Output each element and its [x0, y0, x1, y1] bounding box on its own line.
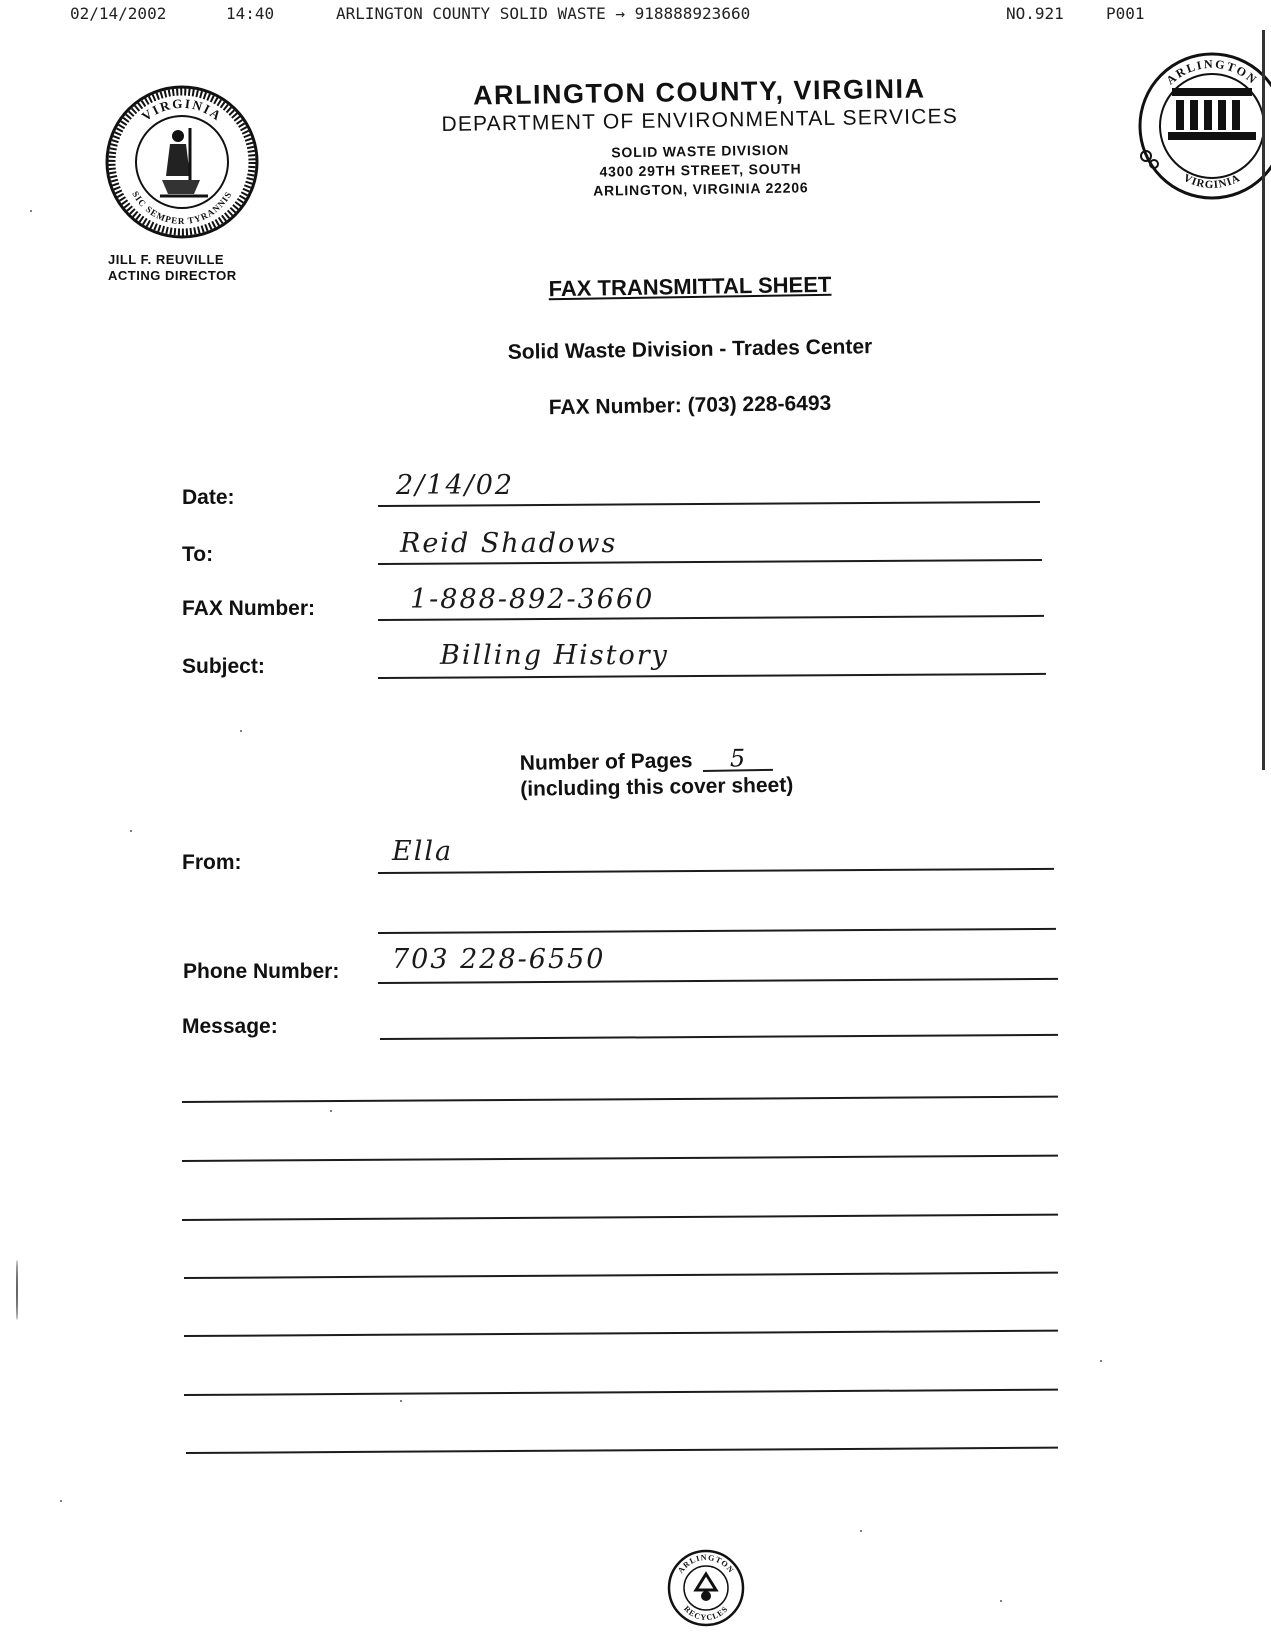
svg-text:RECYCLES — [682, 1604, 730, 1622]
pages-note: (including this cover sheet) — [520, 773, 794, 801]
from-label: From: — [182, 851, 242, 874]
scan-speck — [240, 730, 242, 732]
scan-speck — [60, 1500, 62, 1502]
subject-underline — [378, 673, 1046, 679]
letterhead — [369, 71, 1031, 204]
arlington-recycles-seal-icon — [666, 1548, 746, 1628]
message-line — [184, 1389, 1058, 1396]
message-line — [186, 1447, 1058, 1454]
fax-header-date: 02/14/2002 — [70, 4, 167, 23]
virginia-seal-icon — [104, 84, 260, 240]
pages-value: 5 — [702, 747, 772, 772]
pages-block — [520, 745, 881, 802]
seal-bottom-top-text: ARLINGTON — [676, 1552, 736, 1575]
scan-speck — [400, 1400, 402, 1402]
director-name: JILL F. REUVILLE — [108, 252, 225, 267]
pages-line — [520, 745, 880, 776]
scan-speck — [1000, 1600, 1002, 1602]
sender-fax-number: FAX Number: (703) 228-6493 — [548, 391, 832, 420]
scan-speck — [30, 210, 32, 212]
director-title: ACTING DIRECTOR — [108, 268, 237, 283]
seal-right-top-text: ARLINGTON — [1163, 56, 1261, 88]
scan-edge-artifact — [1262, 30, 1265, 770]
arlington-seal-icon — [1132, 46, 1271, 206]
fax-header-number: NO.921 — [1006, 4, 1064, 23]
subject-label: Subject: — [182, 655, 265, 678]
from-underline — [378, 868, 1054, 874]
phone-number-underline — [378, 978, 1058, 984]
svg-text:VIRGINIA — [1181, 172, 1242, 191]
street-address: 4300 29TH STREET, SOUTH — [599, 160, 802, 180]
city-address: ARLINGTON, VIRGINIA 22206 — [593, 179, 809, 199]
to-label: To: — [182, 543, 214, 566]
fax-header-page: P001 — [1106, 4, 1145, 23]
fax-number-label: FAX Number: — [182, 597, 316, 620]
scan-speck — [16, 1260, 18, 1320]
fax-number-value: 1-888-892-3660 — [410, 584, 655, 615]
division-name: SOLID WASTE DIVISION — [611, 141, 790, 161]
from-value: Ella — [392, 836, 454, 867]
message-line — [182, 1155, 1058, 1162]
director-block — [108, 252, 308, 284]
message-line — [184, 1330, 1058, 1337]
pages-label: Number of Pages — [519, 749, 693, 775]
fax-number-underline — [378, 615, 1044, 621]
seal-right-bottom-text: VIRGINIA — [1181, 171, 1243, 192]
seal-left-top-text: VIRGINIA — [138, 95, 226, 124]
fax-header-route: ARLINGTON COUNTY SOLID WASTE → 918888923660 — [336, 4, 751, 23]
seal-left-bottom-text: SIC SEMPER TYRANNIS — [130, 189, 234, 227]
sheet-subtitle: Solid Waste Division - Trades Center — [507, 335, 873, 364]
scan-speck — [130, 830, 132, 832]
subject-value: Billing History — [440, 640, 669, 671]
date-value: 2/14/02 — [396, 470, 515, 501]
county-name: ARLINGTON COUNTY, VIRGINIA — [472, 73, 926, 111]
message-label: Message: — [182, 1015, 278, 1038]
to-underline — [378, 559, 1042, 565]
scan-speck — [860, 1530, 862, 1532]
phone-number-value: 703 228-6550 — [392, 944, 606, 975]
message-line — [182, 1096, 1058, 1103]
scan-speck — [330, 1110, 332, 1112]
message-line — [184, 1272, 1058, 1279]
to-value: Reid Shadows — [400, 528, 618, 559]
department-name: DEPARTMENT OF ENVIRONMENTAL SERVICES — [441, 104, 959, 137]
fax-header-time: 14:40 — [226, 4, 275, 23]
seal-bottom-bottom-text: RECYCLES — [682, 1604, 730, 1623]
date-underline — [378, 501, 1040, 507]
message-line — [182, 1214, 1058, 1221]
scan-speck — [1100, 1360, 1102, 1362]
sheet-title: FAX TRANSMITTAL SHEET — [548, 271, 832, 302]
from-underline-2 — [378, 928, 1056, 934]
date-label: Date: — [182, 486, 235, 509]
message-line — [380, 1034, 1058, 1040]
phone-number-label: Phone Number: — [183, 960, 340, 983]
fax-header — [70, 4, 1210, 26]
